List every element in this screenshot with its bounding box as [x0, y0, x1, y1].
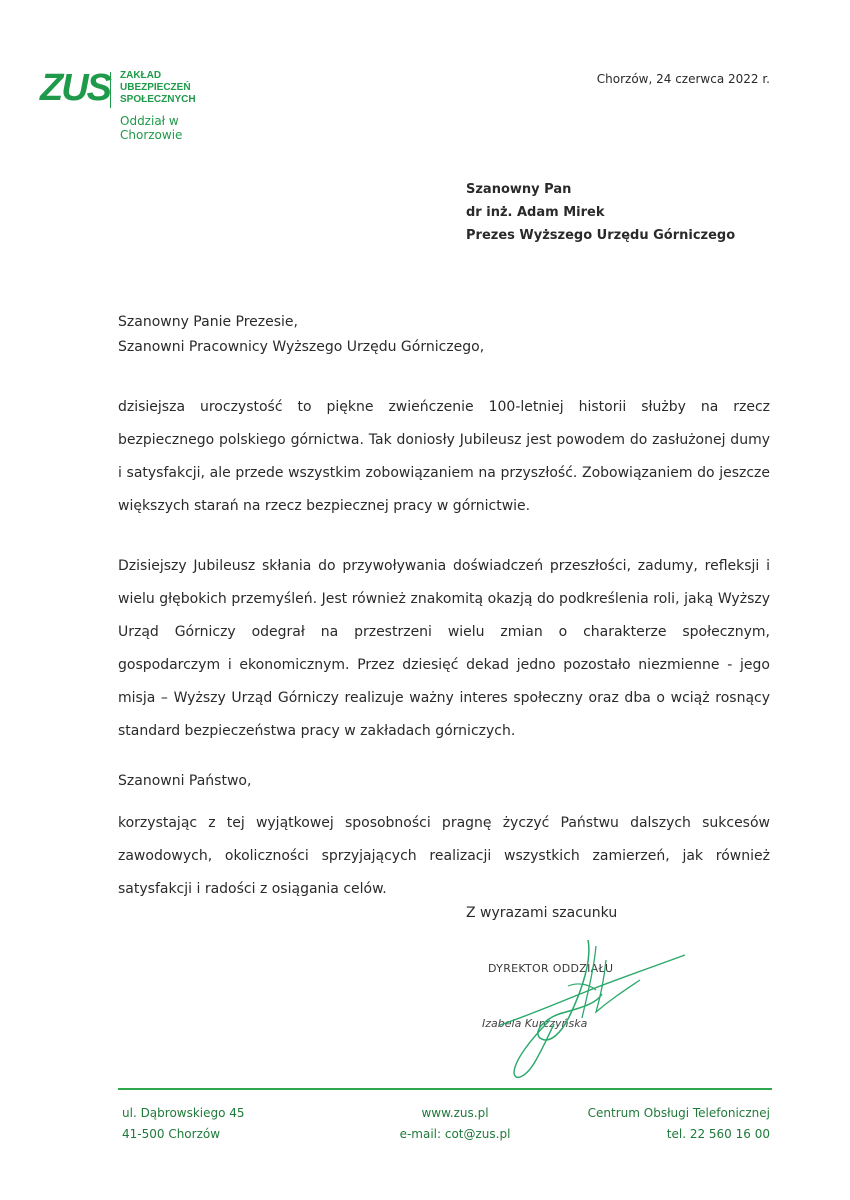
logo-mark: ZUS: [40, 67, 110, 109]
logo-wordmark: [120, 70, 196, 106]
closing-greeting: Szanowni Państwo,: [118, 773, 252, 789]
salutation: [118, 310, 484, 360]
footer-address-line: ul. Dąbrowskiego 45: [122, 1106, 245, 1120]
footer-email[interactable]: e-mail: cot@zus.pl: [399, 1127, 511, 1141]
footer-phone: tel. 22 560 16 00: [666, 1127, 770, 1141]
logo-divider: [110, 72, 111, 108]
recipient-line: Prezes Wyższego Urzędu Górniczego: [466, 228, 736, 243]
signatory-title: DYREKTOR ODDZIAŁU: [488, 962, 614, 975]
footer-website[interactable]: www.zus.pl: [421, 1106, 489, 1120]
recipient-line: dr inż. Adam Mirek: [466, 205, 605, 220]
salutation-line: Szanowni Pracownicy Wyższego Urzędu Górniczego,: [118, 339, 485, 355]
letter-date: Chorzów, 24 czerwca 2022 r.: [596, 72, 770, 86]
body-paragraph-3: korzystając z tej wyjątkowej sposobności pragnę życzyć Państwu dalszych sukcesów zawodowych, okoliczności sprzyjających realizacji wszystkich zamierzeń, jak również satysfakcji i radości z osiągania celów.: [118, 815, 770, 897]
signatory-name: Izabela Kurczyńska: [482, 1017, 588, 1030]
zus-logo: [40, 67, 240, 142]
logo-line: ZAKŁAD: [120, 70, 162, 81]
recipient-line: Szanowny Pan: [466, 182, 572, 197]
logo-line: UBEZPIECZEŃ: [120, 82, 191, 93]
footer-divider: [118, 1088, 772, 1090]
handwritten-signature: [470, 920, 700, 1090]
body-paragraph-2: Dzisiejszy Jubileusz skłania do przywoływania doświadczeń przeszłości, zadumy, refleksji i wielu głębokich przemyśleń. Jest również znakomitą okazją do podkreślenia roli, jaką Wyższy Urząd Górniczy odegrał na przestrzeni wielu zmian o charakterze społecznym, gospodarczym i ekonomicznym. Przez dziesięć dekad jedno pozostało niezmienne - jego misja – Wyższy Urząd Górniczy realizuje ważny interes społeczny oraz dba o wciąż rosnący standard bezpieczeństwa pracy w zakładach górniczych.: [118, 558, 770, 739]
footer-service-center: Centrum Obsługi Telefonicznej: [587, 1106, 770, 1120]
closing-regards: Z wyrazami szacunku: [466, 905, 618, 921]
salutation-line: Szanowny Panie Prezesie,: [118, 314, 298, 330]
body-paragraph-1: dzisiejsza uroczystość to piękne zwieńczenie 100-letniej historii służby na rzecz bezpiecznego polskiego górnictwa. Tak doniosły Jubileusz jest powodem do zasłużonej dumy i satysfakcji, ale przede wszystkim zobowiązaniem na przyszłość. Zobowiązaniem do jeszcze większych starań na rzecz bezpiecznej pracy w górnictwie.: [118, 399, 770, 514]
footer-phone-block: [588, 1103, 770, 1145]
logo-line: SPOŁECZNYCH: [120, 94, 196, 105]
branch-name: Oddział w Chorzowie: [120, 114, 183, 142]
footer-address-line: 41-500 Chorzów: [122, 1127, 221, 1141]
recipient-block: [466, 178, 735, 247]
